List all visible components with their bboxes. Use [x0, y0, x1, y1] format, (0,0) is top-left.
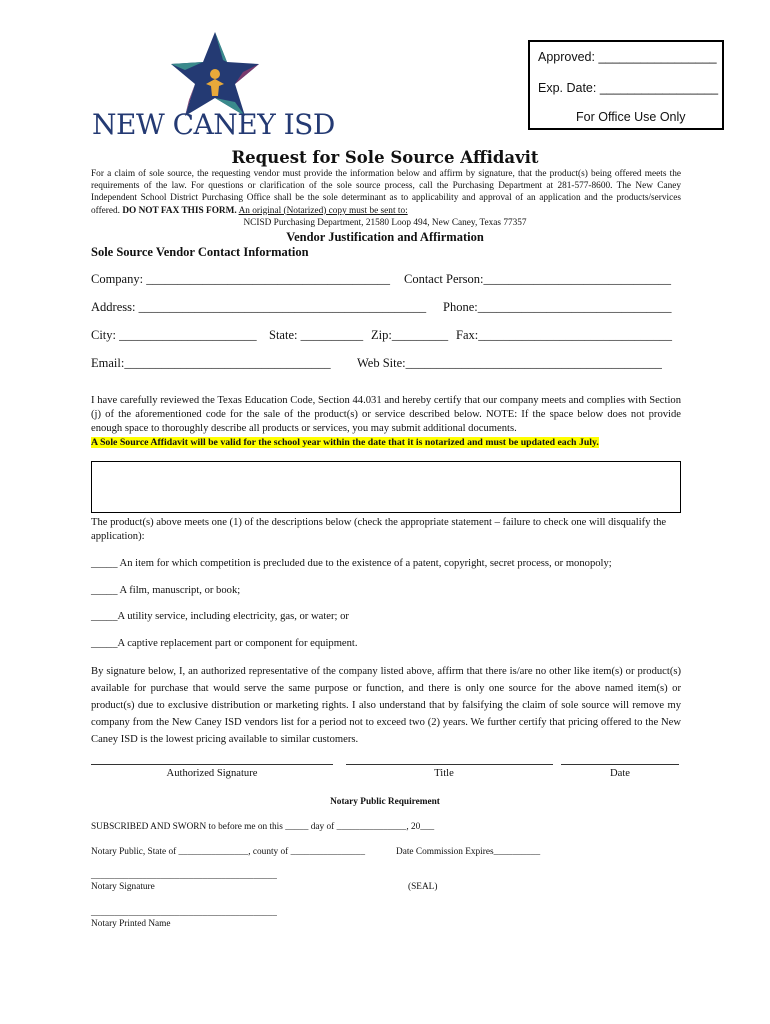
- date-label: Date: [610, 768, 630, 779]
- date-line[interactable]: [561, 764, 679, 765]
- logo-text: NEW CANEY ISD: [92, 108, 335, 141]
- validity-notice: A Sole Source Affidavit will be valid for the school year within the date that it is notarized and must be updated each July.: [91, 437, 599, 448]
- notary-signature-label: Notary Signature: [91, 882, 155, 892]
- company-field[interactable]: Company: _______________________________________: [91, 272, 390, 286]
- option-film[interactable]: _____ A film, manuscript, or book;: [91, 585, 241, 596]
- email-field[interactable]: Email:_________________________________: [91, 356, 331, 370]
- vendor-heading: Vendor Justification and Affirmation: [286, 230, 484, 244]
- option-utility[interactable]: _____A utility service, including electricity, gas, or water; or: [91, 611, 349, 622]
- approved-field[interactable]: Approved: _________________: [538, 50, 717, 64]
- authorized-signature-line[interactable]: [91, 764, 333, 765]
- notary-state-county[interactable]: Notary Public, State of _______________, county of ________________: [91, 847, 365, 857]
- title-line[interactable]: [346, 764, 553, 765]
- phone-field[interactable]: Phone:_______________________________: [443, 300, 672, 314]
- subscribed-sworn-line[interactable]: SUBSCRIBED AND SWORN to before me on this _____ day of _______________, 20___: [91, 822, 435, 832]
- office-use-box: [528, 40, 724, 130]
- seal-label: (SEAL): [408, 882, 438, 892]
- notary-printed-name-label: Notary Printed Name: [91, 919, 171, 929]
- contact-heading: Sole Source Vendor Contact Information: [91, 245, 309, 259]
- title-label: Title: [434, 768, 454, 779]
- contact-person-field[interactable]: Contact Person:______________________________: [404, 272, 672, 286]
- state-field[interactable]: State: __________: [269, 328, 364, 342]
- intro-no-fax: DO NOT FAX THIS FORM.: [122, 205, 237, 216]
- fax-field[interactable]: Fax:_______________________________: [456, 328, 672, 342]
- intro-original-copy: An original (Notarized) copy must be sent to:: [238, 205, 408, 216]
- notary-signature-line[interactable]: ________________________________________: [91, 871, 277, 881]
- product-description-box[interactable]: [91, 461, 681, 513]
- intro-paragraph: [91, 168, 681, 217]
- address-field[interactable]: Address: ______________________________________________: [91, 300, 427, 314]
- certify-paragraph: I have carefully reviewed the Texas Education Code, Section 44.031 and hereby certify that our company meets and complies with Section (j) of the aforementioned code for the sale of the product(s) or service described below. NOTE: If the space below does not provide enough space to thoroughly describe all products or services, you may submit additional documents.: [91, 395, 681, 435]
- intro-text: For a claim of sole source, the requesting vendor must provide the information below and affirm by signature, that the product(s) being offered meets the requirements of the law. For questions or clarification of the sole source process, call the Purchasing Department at 281-577-8600. The New Caney Independent School District Purchasing Office shall be the sole determinant as to applicability and approval of an application and the products/services offered.: [91, 169, 681, 216]
- notary-heading: Notary Public Requirement: [330, 797, 440, 807]
- commission-expires[interactable]: Date Commission Expires__________: [396, 847, 541, 857]
- logo-figure-icon: [210, 69, 220, 79]
- zip-field[interactable]: Zip:_________: [371, 328, 449, 342]
- office-use-note: For Office Use Only: [576, 110, 686, 124]
- affirmation-paragraph: By signature below, I, an authorized representative of the company listed above, affirm that there is/are no other like item(s) or product(s) available for purchase that would serve the same purpose or function, and there is only one source for the above named item(s) or product(s) due to exclusive distribution or marketing rights. I also understand that by falsifying the claim of sole source will remove my company from the New Caney ISD vendors list for a period not to exceed two (2) years. We further certify that pricing offered to the New Caney ISD is the lowest pricing available to similar customers.: [91, 666, 681, 745]
- option-replacement-part[interactable]: _____A captive replacement part or component for equipment.: [91, 638, 358, 649]
- authorized-signature-label: Authorized Signature: [166, 768, 258, 779]
- page-title: Request for Sole Source Affidavit: [231, 148, 539, 167]
- purchasing-address: NCISD Purchasing Department, 21580 Loop 494, New Caney, Texas 77357: [243, 218, 527, 228]
- exp-date-field[interactable]: Exp. Date: _________________: [538, 81, 719, 95]
- products-note: The product(s) above meets one (1) of the descriptions below (check the appropriate statement – failure to check one will disqualify the application):: [91, 517, 667, 543]
- city-field[interactable]: City: ______________________: [91, 328, 257, 342]
- website-field[interactable]: Web Site:_________________________________________: [357, 356, 662, 370]
- option-patent[interactable]: _____ An item for which competition is precluded due to the existence of a patent, copyright, secret process, or monopoly;: [91, 558, 612, 569]
- notary-printed-name-line[interactable]: ________________________________________: [91, 908, 277, 918]
